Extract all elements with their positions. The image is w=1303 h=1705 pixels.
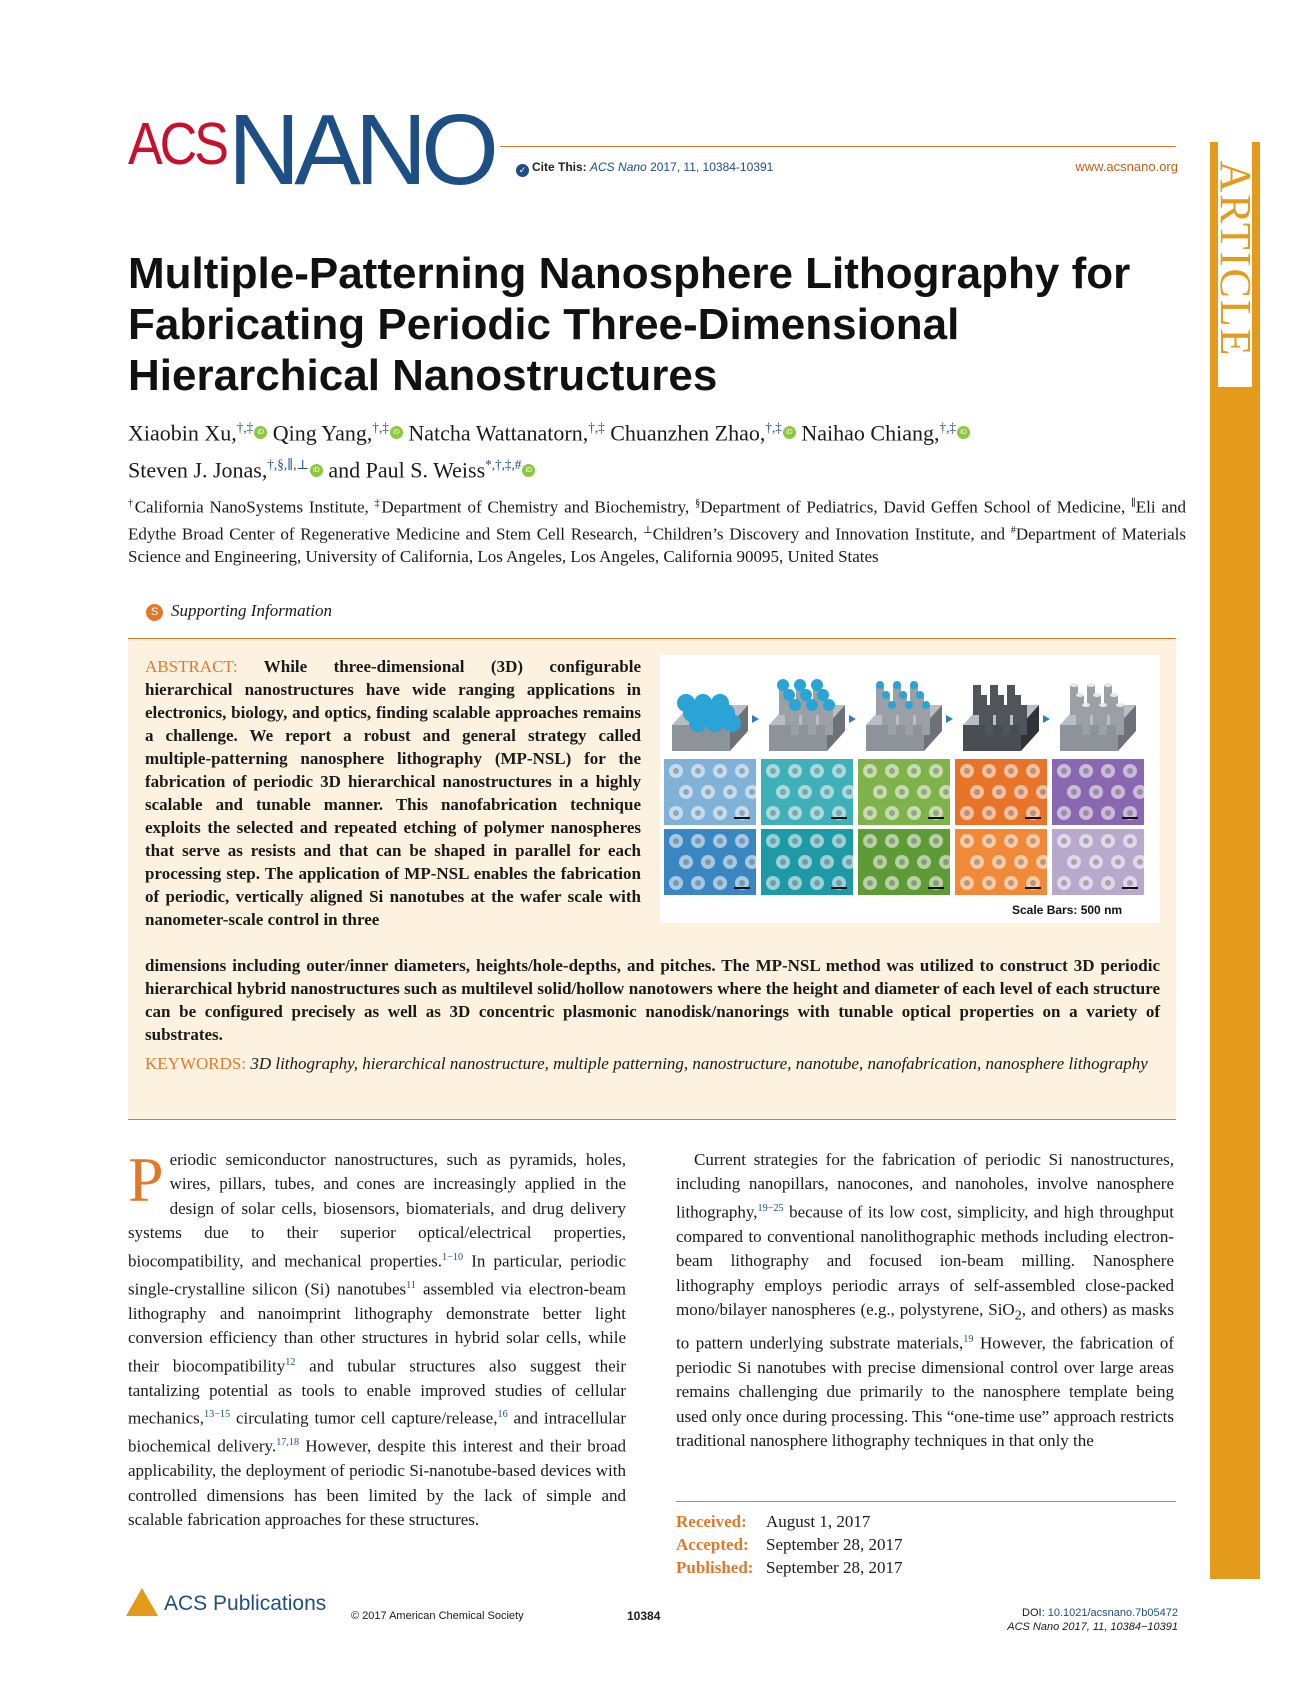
sem-feature-core xyxy=(836,810,842,816)
published-date: September 28, 2017 xyxy=(766,1558,903,1577)
sem-feature-core xyxy=(683,859,689,865)
nanotube-hole xyxy=(1070,683,1078,687)
nanosphere xyxy=(893,681,901,689)
body-text: because of its low cost, simplicity, and high throughput compared to conventional nanolithographic methods including electron-beam lithography and focused ion-beam milling. Nanosphere lithography employs periodic arrays of self-assembled close-packed mono/bilayer nanospheres (e.g., polystyrene, SiO xyxy=(676,1202,1174,1320)
nanopillar xyxy=(1099,705,1107,735)
sem-feature-core xyxy=(673,880,679,886)
sem-feature-core xyxy=(749,789,755,795)
nanosphere xyxy=(689,714,707,732)
sem-feature-core xyxy=(877,789,883,795)
logo-nano: NANO xyxy=(228,94,493,206)
nanosphere xyxy=(783,689,795,701)
scale-bar xyxy=(734,817,750,819)
sem-feature-core xyxy=(1018,789,1024,795)
nanosphere xyxy=(794,679,806,691)
body-text: However, the fabrication of periodic Si nanotubes with precise dimensional control over large areas remains challenging due primarily to the nanosphere template being used only once during processing. This “one-time use” approach restricts traditional nanosphere lithography techniques in that only the xyxy=(676,1333,1174,1451)
toc-graphic xyxy=(660,655,1160,899)
sem-feature-core xyxy=(899,789,905,795)
nanosphere xyxy=(876,681,884,689)
nanosphere xyxy=(800,689,812,701)
copyright: © 2017 American Chemical Society xyxy=(351,1610,524,1622)
sem-feature-core xyxy=(792,810,798,816)
sem-feature-core xyxy=(739,838,745,844)
body-text: and intracellular biochemical delivery. xyxy=(128,1408,626,1456)
sem-feature-core xyxy=(770,768,776,774)
sem-feature-core xyxy=(836,838,842,844)
sem-feature-core xyxy=(727,859,733,865)
sem-feature-core xyxy=(717,810,723,816)
sem-feature-core xyxy=(911,838,917,844)
published-label: Published: xyxy=(676,1558,754,1577)
sem-feature-core xyxy=(770,838,776,844)
citation-ref[interactable]: 19−25 xyxy=(757,1202,784,1214)
sem-feature-core xyxy=(846,789,852,795)
sem-feature-core xyxy=(1030,880,1036,886)
nanotube-hole xyxy=(1082,703,1090,707)
nanopillar xyxy=(1002,705,1010,735)
author[interactable]: and Paul S. Weiss xyxy=(328,457,486,483)
sem-feature-core xyxy=(739,880,745,886)
received-label: Received: xyxy=(676,1512,747,1531)
article-title: Multiple-Patterning Nanosphere Lithography for Fabricating Periodic Three-Dimensional Hierarchical Nanostructures xyxy=(128,249,1131,400)
supporting-info-link[interactable] xyxy=(146,601,332,621)
sem-feature-core xyxy=(802,789,808,795)
author-affil-mark: †,‡ xyxy=(588,420,605,435)
abstract-continuation: dimensions including outer/inner diameters, heights/hole-depths, and pitches. The MP-NSL method was utilized to construct 3D periodic hierarchical hybrid nanostructures such as multilevel solid/hollow nanotowers where the height and diameter of each level of each structure can be configured precisely as well as 3D concentric plasmonic nanodisk/nanorings with tunable optical properties on a variety of substrates. xyxy=(145,956,1160,1044)
nanopillar xyxy=(1082,705,1090,735)
sem-feature-core xyxy=(996,859,1002,865)
orcid-icon[interactable]: iD xyxy=(310,464,323,477)
orcid-icon[interactable]: iD xyxy=(522,464,535,477)
nanopillar xyxy=(985,705,993,735)
scale-bar xyxy=(1025,887,1041,889)
scale-bar xyxy=(928,887,944,889)
sem-feature-core xyxy=(1008,838,1014,844)
sem-feature-core xyxy=(792,880,798,886)
sem-feature-core xyxy=(986,810,992,816)
sem-feature-core xyxy=(1105,768,1111,774)
journal-logo xyxy=(128,94,508,206)
affil-text: Department of Chemistry and Biochemistry, xyxy=(381,497,696,517)
website-link[interactable]: www.acsnano.org xyxy=(1075,159,1178,174)
body-text: assembled via electron-beam lithography and nanoimprint lithography demonstrate better light conversion efficiency than other structures in hybrid solar cells, while their biocompatibility xyxy=(128,1279,626,1376)
publisher-logo xyxy=(126,1588,326,1616)
sem-feature-core xyxy=(1061,838,1067,844)
sem-feature-core xyxy=(814,768,820,774)
body-text: However, despite this interest and their broad applicability, the deployment of periodic Si-nanotube-based devices with controlled dimensions has been limited by the lack of simple and scalable fabrication approaches for these structures. xyxy=(128,1436,626,1529)
sem-feature-core xyxy=(867,838,873,844)
sem-feature-core xyxy=(921,789,927,795)
sem-feature-core xyxy=(1030,768,1036,774)
sem-feature-core xyxy=(1093,859,1099,865)
affiliations xyxy=(128,492,1186,568)
sem-feature-core xyxy=(814,880,820,886)
article-dates xyxy=(676,1510,902,1579)
sem-feature-core xyxy=(911,810,917,816)
nanotube-hole xyxy=(1110,693,1118,697)
abstract-label: ABSTRACT: xyxy=(145,657,238,676)
cite-ref: 2017, 11, 10384-10391 xyxy=(650,160,774,174)
logo-acs: ACS xyxy=(128,111,226,178)
nanosphere xyxy=(789,699,801,711)
author[interactable]: Steven J. Jonas, xyxy=(128,457,268,483)
body-column-left xyxy=(128,1144,627,1532)
sem-feature-core xyxy=(943,859,949,865)
sem-feature-core xyxy=(824,859,830,865)
nanosphere xyxy=(817,689,829,701)
scale-bar xyxy=(1025,817,1041,819)
keywords xyxy=(145,1052,1160,1075)
sem-feature-core xyxy=(1127,810,1133,816)
section-tab: ARTICLE xyxy=(1211,160,1260,358)
journal-ref: ACS Nano 2017, 11, 10384−10391 xyxy=(1007,1621,1178,1633)
scale-bar-note: Scale Bars: 500 nm xyxy=(1012,903,1123,917)
accepted-label: Accepted: xyxy=(676,1535,749,1554)
nanopillar xyxy=(1116,705,1124,735)
affil-mark: ‡ xyxy=(374,498,382,509)
sem-feature-core xyxy=(836,768,842,774)
sem-feature-core xyxy=(1083,838,1089,844)
sem-feature-core xyxy=(705,789,711,795)
sem-feature-core xyxy=(921,859,927,865)
citation-ref[interactable]: 17,18 xyxy=(276,1437,300,1449)
nanosphere xyxy=(811,679,823,691)
author[interactable]: Xiaobin Xu, xyxy=(128,420,237,446)
process-arrow xyxy=(1043,715,1050,723)
received-date: August 1, 2017 xyxy=(766,1512,871,1531)
nanosphere xyxy=(899,691,907,699)
nanopillar xyxy=(922,705,930,735)
sem-feature-core xyxy=(1061,880,1067,886)
affil-mark: ⊥ xyxy=(643,524,653,536)
body-text: , and others) as masks to pattern underlying substrate materials, xyxy=(676,1300,1174,1353)
supporting-info-icon: S xyxy=(146,604,163,621)
publisher-name: ACS Publications xyxy=(164,1592,327,1615)
nanopillar xyxy=(888,705,896,735)
sem-feature-core xyxy=(1127,880,1133,886)
sem-feature-core xyxy=(814,810,820,816)
sem-feature-core xyxy=(974,859,980,865)
sem-feature-core xyxy=(727,789,733,795)
citation-ref[interactable]: 1−10 xyxy=(442,1251,464,1263)
sem-feature-core xyxy=(986,880,992,886)
sem-feature-core xyxy=(964,768,970,774)
sem-feature-core xyxy=(792,768,798,774)
nanosphere xyxy=(823,699,835,711)
affil-text: California NanoSystems Institute, xyxy=(134,497,375,517)
affil-mark: ∥ xyxy=(1131,498,1136,509)
body-text: Current strategies for the fabrication of periodic Si nanostructures, including nanopillars, nanocones, and nanoholes, involve nanosphere lithography, xyxy=(676,1150,1174,1222)
sem-feature-core xyxy=(1061,810,1067,816)
sem-feature-core xyxy=(1040,859,1046,865)
nanotube-hole xyxy=(1104,683,1112,687)
nanosphere xyxy=(706,714,724,732)
sem-feature-core xyxy=(889,838,895,844)
sem-feature-core xyxy=(996,789,1002,795)
sem-feature-core xyxy=(1030,838,1036,844)
sem-feature-core xyxy=(1083,810,1089,816)
affil-text: Department of Pediatrics, David Geffen School of Medicine, xyxy=(700,497,1132,517)
sem-feature-core xyxy=(1008,880,1014,886)
sem-feature-core xyxy=(846,859,852,865)
sem-feature-core xyxy=(1127,768,1133,774)
sem-feature-core xyxy=(867,768,873,774)
doi-block xyxy=(1007,1606,1178,1634)
sem-feature-core xyxy=(1018,859,1024,865)
sem-feature-core xyxy=(770,810,776,816)
sem-feature-core xyxy=(933,768,939,774)
author-affil-mark: †,‡ xyxy=(236,420,254,435)
sem-feature-core xyxy=(943,789,949,795)
sem-feature-core xyxy=(814,838,820,844)
cite-this[interactable] xyxy=(516,160,773,177)
nanosphere xyxy=(888,701,896,709)
author-affil-mark: †,‡ xyxy=(372,420,389,435)
nanosphere xyxy=(905,701,913,709)
affil-mark: † xyxy=(128,498,135,509)
sem-feature-core xyxy=(1105,810,1111,816)
affil-text: Children’s Discovery and Innovation Institute, and xyxy=(652,524,1011,544)
sem-feature-core xyxy=(986,838,992,844)
sem-feature-core xyxy=(749,859,755,865)
sem-feature-core xyxy=(911,768,917,774)
author[interactable]: Naihao Chiang, xyxy=(801,420,940,446)
scale-bar xyxy=(831,887,847,889)
sem-feature-core xyxy=(974,789,980,795)
keywords-label: KEYWORDS: xyxy=(145,1054,247,1073)
sem-feature-core xyxy=(1071,789,1077,795)
sem-feature-core xyxy=(717,880,723,886)
affil-text: Department of Materials Science and Engineering, University of California, Los Angeles, Los Angeles, California 90095, United States xyxy=(128,524,1186,567)
keywords-list: 3D lithography, hierarchical nanostructure, multiple patterning, nanostructure, nanotube, nanofabrication, nanosphere lithography xyxy=(250,1054,1148,1073)
author[interactable]: Chuanzhen Zhao, xyxy=(610,420,766,446)
scale-bar xyxy=(928,817,944,819)
sem-feature-core xyxy=(1030,810,1036,816)
nanosphere xyxy=(882,691,890,699)
sem-feature-core xyxy=(824,789,830,795)
sem-feature-core xyxy=(1137,859,1143,865)
sem-feature-core xyxy=(780,789,786,795)
author[interactable]: Natcha Wattanatorn, xyxy=(408,420,589,446)
sem-feature-core xyxy=(1071,859,1077,865)
orcid-icon[interactable]: iD xyxy=(783,426,796,439)
nanotube-hole xyxy=(1116,703,1124,707)
sem-feature-core xyxy=(695,880,701,886)
drop-cap: P xyxy=(128,1144,164,1215)
sem-feature-core xyxy=(933,810,939,816)
scale-bar xyxy=(1122,887,1138,889)
nanosphere xyxy=(922,701,930,709)
doi-label: DOI: xyxy=(1022,1607,1045,1619)
author-affil-mark: †,§,∥,⊥ xyxy=(267,457,309,473)
citation-ref[interactable]: 19 xyxy=(963,1333,974,1345)
sem-feature-core xyxy=(695,838,701,844)
sem-feature-core xyxy=(695,810,701,816)
sem-feature-core xyxy=(836,880,842,886)
accepted-date: September 28, 2017 xyxy=(766,1535,903,1554)
nanopillar xyxy=(905,705,913,735)
sem-feature-core xyxy=(1105,880,1111,886)
sem-feature-core xyxy=(1127,838,1133,844)
sem-feature-core xyxy=(739,768,745,774)
sem-feature-core xyxy=(1008,810,1014,816)
author-affil-mark: *,†,‡,# xyxy=(485,457,522,473)
sem-feature-core xyxy=(1040,789,1046,795)
sem-feature-core xyxy=(964,880,970,886)
sem-feature-core xyxy=(1137,789,1143,795)
sem-feature-core xyxy=(673,768,679,774)
sem-feature-core xyxy=(705,859,711,865)
body-text: In particular, periodic single-crystalline silicon (Si) nanotubes xyxy=(128,1251,626,1299)
sem-feature-core xyxy=(889,880,895,886)
body-text: and tubular structures also suggest their tantalizing potential as tools to enable improved studies of cellular mechanics, xyxy=(128,1356,627,1428)
nanotube-hole xyxy=(1076,693,1084,697)
sem-feature-core xyxy=(673,838,679,844)
header-rule xyxy=(500,146,1176,147)
sem-feature-core xyxy=(1115,859,1121,865)
nanosphere xyxy=(806,699,818,711)
sem-feature-core xyxy=(802,859,808,865)
sem-feature-core xyxy=(986,768,992,774)
cite-label: Cite This: xyxy=(532,160,587,174)
affil-mark: # xyxy=(1010,524,1016,536)
affil-mark: § xyxy=(695,498,701,509)
abstract-body: While three-dimensional (3D) configurable hierarchical nanostructures have wide ranging applications in electronics, biology, and optics, finding scalable approaches remains a challenge. We report a robust and general strategy called multiple-patterning nanosphere lithography (MP-NSL) for the fabrication of periodic 3D hierarchical nanostructures in a highly scalable and tunable manner. This nanofabrication technique exploits the selected and repeated etching of polymer nanospheres that serve as resists and that can be shaped in parallel for each processing step. The application of MP-NSL enables the fabrication of periodic, vertically aligned Si nanotubes at the wafer scale with nanometer-scale control in three xyxy=(145,657,641,929)
sem-feature-core xyxy=(770,880,776,886)
orcid-icon[interactable]: iD xyxy=(957,426,970,439)
sem-feature-core xyxy=(867,880,873,886)
citation-ref[interactable]: 12 xyxy=(285,1356,296,1368)
author-list xyxy=(128,412,1188,487)
scale-bar xyxy=(831,817,847,819)
abstract-text xyxy=(145,655,641,931)
sem-feature-core xyxy=(889,810,895,816)
author-affil-mark: †,‡ xyxy=(765,420,782,435)
nanosphere xyxy=(916,691,924,699)
sem-feature-core xyxy=(911,880,917,886)
sem-feature-core xyxy=(683,789,689,795)
scale-bar xyxy=(1122,817,1138,819)
nanotube-hole xyxy=(1093,693,1101,697)
author[interactable]: Qing Yang, xyxy=(272,420,373,446)
sem-feature-core xyxy=(867,810,873,816)
nanosphere xyxy=(723,714,741,732)
sem-feature-core xyxy=(1093,789,1099,795)
subscript: 2 xyxy=(1014,1307,1022,1324)
sem-feature-core xyxy=(933,880,939,886)
sem-feature-core xyxy=(933,838,939,844)
sem-feature-core xyxy=(964,810,970,816)
sem-feature-core xyxy=(1115,789,1121,795)
sem-feature-core xyxy=(792,838,798,844)
nanotube-hole xyxy=(1099,703,1107,707)
author-affil-mark: †,‡ xyxy=(939,420,956,435)
process-arrow xyxy=(946,715,953,723)
citation-ref[interactable]: 13−15 xyxy=(204,1409,231,1421)
body-text: eriodic semiconductor nanostructures, such as pyramids, holes, wires, pillars, tubes, and cones are increasingly applied in the design of solar cells, biosensors, biomaterials, and drug delivery systems due to their superior optical/electrical properties, biocompatibility, and mechanical properties. xyxy=(128,1150,626,1271)
sem-feature-core xyxy=(1105,838,1111,844)
body-column-right xyxy=(676,1148,1174,1454)
process-arrow xyxy=(849,715,856,723)
sem-feature-core xyxy=(1083,880,1089,886)
sem-feature-core xyxy=(1061,768,1067,774)
sem-feature-core xyxy=(877,859,883,865)
sem-feature-core xyxy=(673,810,679,816)
acs-publications-icon xyxy=(126,1588,158,1616)
sem-feature-core xyxy=(1083,768,1089,774)
nanopillar xyxy=(1019,705,1027,735)
sem-feature-core xyxy=(899,859,905,865)
page-number: 10384 xyxy=(627,1609,661,1623)
supporting-info-label: Supporting Information xyxy=(171,601,333,620)
nanotube-hole xyxy=(1087,683,1095,687)
doi-link[interactable]: 10.1021/acsnano.7b05472 xyxy=(1047,1607,1178,1619)
cite-journal: ACS Nano xyxy=(590,160,647,174)
orcid-icon[interactable]: iD xyxy=(254,426,267,439)
nanosphere xyxy=(910,681,918,689)
body-text: circulating tumor cell capture/release, xyxy=(230,1408,498,1428)
toc-figure xyxy=(660,655,1160,923)
sem-feature-core xyxy=(780,859,786,865)
sem-feature-core xyxy=(695,768,701,774)
scale-bar xyxy=(734,887,750,889)
sem-feature-core xyxy=(717,838,723,844)
orcid-icon[interactable]: iD xyxy=(390,426,403,439)
process-arrow xyxy=(752,715,759,723)
affil-text: Eli and Edythe Broad Center of Regenerative Medicine and Stem Cell Research, xyxy=(128,497,1187,544)
citation-ref[interactable]: 11 xyxy=(406,1279,416,1291)
article-sidebar xyxy=(1210,142,1260,1579)
sem-feature-core xyxy=(1008,768,1014,774)
sem-feature-core xyxy=(739,810,745,816)
sem-feature-core xyxy=(964,838,970,844)
check-icon: ✓ xyxy=(516,164,529,177)
sem-feature-core xyxy=(889,768,895,774)
dates-rule xyxy=(676,1501,1176,1502)
citation-ref[interactable]: 16 xyxy=(497,1409,508,1421)
sem-feature-core xyxy=(717,768,723,774)
nanosphere xyxy=(777,679,789,691)
